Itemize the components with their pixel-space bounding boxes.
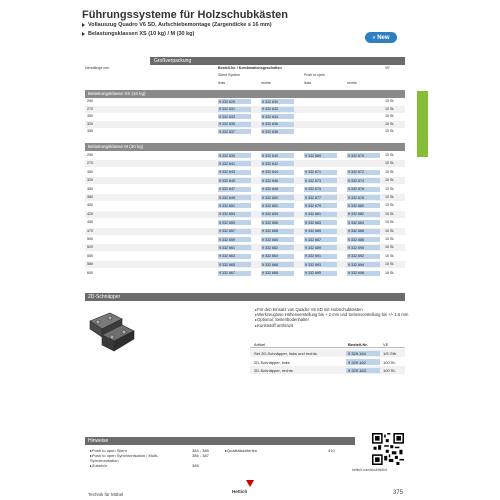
hinweis-item — [90, 463, 340, 468]
cell-bestell-nr — [346, 368, 380, 374]
cell-ve: 10 St. — [385, 129, 395, 134]
cell-ve: 10 St. — [385, 121, 395, 126]
cell-ve: 10 St. — [385, 169, 395, 174]
cell-silent-links — [218, 161, 251, 166]
order-number: 9 332 684 — [348, 220, 364, 225]
order-number: 9 332 641 — [219, 161, 235, 166]
cell-ve: 10 St. — [385, 153, 395, 157]
cell-nennlaenge: 270 — [87, 106, 93, 111]
page-title: Führungssysteme für Holzschubkästen — [82, 9, 288, 21]
order-number: 9 332 647 — [219, 187, 235, 192]
cell-silent-links — [218, 178, 251, 183]
subtitle-1 — [82, 22, 272, 28]
section-tab-marker — [417, 91, 428, 157]
order-number: 9 332 638 — [262, 129, 278, 134]
cell-ve: 10 St. — [385, 262, 395, 267]
order-number: 9 332 656 — [262, 220, 278, 225]
band-m: Belastungsklasse M (30 kg) — [85, 143, 405, 151]
cell-silent-links — [218, 271, 251, 276]
cell-ve: 10 St. — [385, 220, 395, 225]
schnaepper-product-image — [88, 307, 138, 355]
qr-caption[interactable]: hettich.com/dkx49d6hd — [352, 468, 387, 472]
col-header-push: Push to open — [304, 73, 326, 77]
col-header-links-1: links — [218, 81, 226, 85]
cell-push-rechts — [347, 271, 380, 276]
cell-nennlaenge: 320 — [87, 178, 93, 183]
table-row — [85, 194, 405, 201]
cell-ve: 10 St. — [385, 99, 395, 103]
order-number: 9 332 643 — [219, 170, 235, 175]
cell-push-links — [304, 195, 337, 200]
cell-push-rechts — [347, 212, 380, 217]
table-row — [85, 253, 405, 260]
order-number: 9 332 653 — [219, 212, 235, 217]
cell-push-links — [304, 203, 337, 208]
table-row — [85, 261, 405, 268]
cell-push-links — [304, 170, 337, 175]
table-row — [85, 177, 405, 184]
order-number: 9 332 652 — [262, 203, 278, 208]
bullet-arrow-icon — [82, 23, 85, 27]
table-row — [85, 228, 405, 235]
cell-silent-rechts — [261, 187, 294, 192]
order-number: 9 332 669 — [305, 153, 321, 158]
cell-nennlaenge: 350 — [87, 186, 93, 191]
cell-nennlaenge: 580 — [87, 262, 93, 267]
cell-artikel: 2D-Schnäpper, rechts — [254, 368, 293, 373]
cell-silent-links — [218, 254, 251, 259]
cell-silent-rechts — [261, 271, 294, 276]
cell-push-links — [304, 178, 337, 183]
cell-silent-links — [218, 122, 251, 127]
schnaepper-table-header — [250, 340, 405, 348]
cell-silent-rechts — [261, 195, 294, 200]
order-number: 9 332 651 — [219, 203, 235, 208]
bullet-item: ▸ Optional: Seitenbodenhalter — [255, 317, 408, 322]
cell-push-links — [304, 245, 337, 250]
table-row — [85, 128, 405, 135]
order-number: 9 332 685 — [305, 229, 321, 234]
col-header-silent: Silent System — [218, 73, 240, 77]
cell-silent-links — [218, 107, 251, 112]
order-number: 9 332 662 — [262, 245, 278, 250]
col-header-rechts-2: rechts — [347, 81, 357, 85]
cell-push-rechts — [347, 195, 380, 200]
col-header-artikel: Artikel — [254, 342, 266, 347]
order-number: 9 332 689 — [305, 245, 321, 250]
order-number: 9 329 162 — [348, 359, 366, 365]
order-number: 9 332 642 — [262, 161, 278, 166]
order-number: 9 332 677 — [305, 195, 321, 200]
cell-bestell-nr — [346, 359, 380, 365]
cell-silent-links — [218, 170, 251, 175]
cell-bestell-nr — [346, 351, 380, 357]
cell-silent-rechts — [261, 107, 294, 112]
order-number: 9 332 696 — [348, 271, 364, 276]
cell-silent-links — [218, 114, 251, 119]
table-row — [85, 113, 405, 120]
table-row — [85, 219, 405, 226]
hinweis-text: ▸ Push to open Silent — [90, 448, 127, 453]
order-number: 9 332 687 — [305, 237, 321, 242]
hinweise-bar: Hinweise — [85, 437, 355, 445]
cell-silent-links — [218, 129, 251, 134]
bullet-arrow-icon — [82, 32, 85, 36]
order-number: 9 332 659 — [219, 237, 235, 242]
cell-silent-links — [218, 245, 251, 250]
order-number: 9 332 650 — [262, 195, 278, 200]
table-row — [85, 152, 405, 159]
order-number: 9 332 695 — [305, 271, 321, 276]
order-number: 9 332 632 — [262, 107, 278, 112]
cell-silent-links — [218, 229, 251, 234]
new-badge — [365, 32, 397, 43]
cell-ve: 10 St. — [385, 161, 395, 166]
order-number: 9 332 676 — [348, 187, 364, 192]
order-number: 9 332 658 — [262, 229, 278, 234]
order-number: 9 332 633 — [219, 114, 235, 119]
cell-silent-rechts — [261, 161, 294, 166]
cell-nennlaenge: 250 — [87, 153, 93, 157]
order-number: 9 332 629 — [219, 99, 235, 104]
page-number: 375 — [393, 490, 404, 496]
cell-push-rechts — [347, 229, 380, 234]
table-row — [85, 121, 405, 128]
order-number: 9 332 688 — [348, 237, 364, 242]
table-row — [85, 202, 405, 209]
order-number: 9 332 637 — [219, 129, 235, 134]
cell-ve: 10 St. — [385, 203, 395, 208]
band-xs: Belastungsklasse XS (10 kg) — [85, 90, 405, 98]
bullet-item: ▸ Kunststoff anthrazit — [255, 323, 408, 328]
grosspackung-bar: Großverpackung — [150, 57, 405, 65]
hinweis-text: ▸ Push to open Synchronisation / Multi-Synchronisation — [90, 453, 185, 463]
cell-push-links — [304, 153, 337, 158]
cell-push-links — [304, 220, 337, 225]
cell-push-rechts — [347, 203, 380, 208]
table-row — [85, 169, 405, 176]
cell-nennlaenge: 400 — [87, 203, 93, 208]
qr-code-icon[interactable] — [372, 433, 404, 465]
table-row — [250, 366, 405, 374]
order-number: 9 332 645 — [219, 178, 235, 183]
order-number: 9 332 690 — [348, 245, 364, 250]
bullet-item: ▸ Für den Einsatz von Quadro V6 SD mit Holzschubkästen — [255, 307, 408, 312]
cell-silent-rechts — [261, 220, 294, 225]
hinweis-right-page: 410 — [328, 448, 335, 453]
cell-push-rechts — [347, 262, 380, 267]
cell-nennlaenge: 470 — [87, 228, 93, 233]
cell-silent-links — [218, 187, 251, 192]
cell-silent-rechts — [261, 237, 294, 242]
col-header-ve: VE — [383, 342, 389, 347]
table-row — [250, 358, 405, 366]
subtitle-2-text: Belastungsklassen XS (10 kg) / M (30 kg) — [88, 31, 195, 37]
table-row — [85, 270, 405, 277]
table-row — [250, 349, 405, 357]
new-badge-label: New — [377, 34, 390, 41]
cell-ve: 10 St. — [385, 228, 395, 233]
order-number: 9 332 694 — [348, 262, 364, 267]
order-number: 9 332 654 — [262, 212, 278, 217]
subtitle-1-text: Vollauszug Quadro V6 SD, Aufschiebemontage (Zargendicke ≤ 16 mm) — [88, 22, 272, 28]
order-number: 9 332 678 — [348, 195, 364, 200]
subtitle-2 — [82, 31, 194, 37]
order-number: 9 332 657 — [219, 229, 235, 234]
order-number: 9 332 680 — [348, 203, 364, 208]
table-row — [85, 236, 405, 243]
table-header — [85, 65, 405, 89]
table-row — [85, 244, 405, 251]
cell-silent-rechts — [261, 212, 294, 217]
order-number: 9 332 631 — [219, 107, 235, 112]
cell-silent-rechts — [261, 129, 294, 134]
cell-silent-links — [218, 220, 251, 225]
cell-silent-rechts — [261, 178, 294, 183]
cell-silent-links — [218, 262, 251, 267]
order-number: 9 332 675 — [305, 187, 321, 192]
cell-silent-rechts — [261, 262, 294, 267]
cell-silent-rechts — [261, 122, 294, 127]
cell-silent-rechts — [261, 254, 294, 259]
order-number: 9 329 163 — [348, 368, 366, 374]
cell-push-rechts — [347, 187, 380, 192]
order-number: 9 332 667 — [219, 271, 235, 276]
order-number: 9 332 691 — [305, 254, 321, 259]
order-number: 9 332 655 — [219, 220, 235, 225]
bullet-item: ▸ Werkzeuglose Höhenverstellung bis + 2 mm und Seitenverstellung bis +/- 1.5 mm — [255, 312, 408, 317]
cell-push-links — [304, 254, 337, 259]
order-number: 9 332 671 — [305, 170, 321, 175]
hinweise-list — [90, 448, 340, 468]
cell-nennlaenge: 420 — [87, 211, 93, 216]
cell-push-links — [304, 212, 337, 217]
hinweis-right-text: ▸ Qualitätskriterien — [225, 448, 257, 453]
cell-silent-links — [218, 195, 251, 200]
cell-ve: 10 St. — [385, 178, 395, 183]
order-number: 9 332 646 — [262, 178, 278, 183]
col-header-bestell-nr: Bestell-Nr. — [348, 342, 368, 347]
cell-nennlaenge: 380 — [87, 195, 93, 199]
col-header-bestell: Bestell-Nr. / Kombinationsgeschaften — [218, 66, 282, 70]
cell-ve: 10 St. — [385, 245, 395, 250]
cell-ve: 10 St. — [385, 186, 395, 191]
cell-silent-rechts — [261, 99, 294, 104]
cell-ve: 10 St. — [385, 114, 395, 119]
cell-push-rechts — [347, 254, 380, 259]
table-row — [85, 186, 405, 193]
cell-silent-links — [218, 153, 251, 158]
cell-nennlaenge: 500 — [87, 237, 93, 241]
cell-silent-rechts — [261, 245, 294, 250]
cell-nennlaenge: 300 — [87, 114, 93, 119]
cell-silent-rechts — [261, 229, 294, 234]
order-number: 9 329 164 — [348, 351, 366, 357]
order-number: 9 332 644 — [262, 170, 278, 175]
order-number: 9 332 663 — [219, 254, 235, 259]
cell-silent-links — [218, 237, 251, 242]
cell-push-links — [304, 229, 337, 234]
cell-nennlaenge: 550 — [87, 253, 93, 258]
double-arrow-icon: » — [372, 34, 376, 41]
cell-nennlaenge: 350 — [87, 129, 93, 134]
footer-tagline: Technik für Möbel — [88, 492, 124, 497]
cell-push-links — [304, 237, 337, 242]
cell-ve: 10 St. — [385, 195, 395, 199]
hinweis-pages: 388 — [192, 463, 199, 468]
col-header-rechts-1: rechts — [261, 81, 271, 85]
cell-silent-rechts — [261, 170, 294, 175]
cell-silent-links — [218, 203, 251, 208]
order-number: 9 332 679 — [305, 203, 321, 208]
cell-push-rechts — [347, 245, 380, 250]
cell-artikel: Set 2D-Schnäpper, links und rechts — [254, 351, 317, 356]
cell-nennlaenge: 250 — [87, 99, 93, 103]
order-number: 9 332 639 — [219, 153, 235, 158]
cell-nennlaenge: 600 — [87, 270, 93, 275]
order-number: 9 332 665 — [219, 262, 235, 267]
cell-push-links — [304, 271, 337, 276]
cell-push-rechts — [347, 237, 380, 242]
col-header-nennlaenge: Nennlänge mm — [85, 66, 110, 70]
cell-push-links — [304, 262, 337, 267]
order-number: 9 332 661 — [219, 245, 235, 250]
cell-ve: 1/5 Gth — [383, 351, 397, 356]
table-row — [85, 160, 405, 167]
order-number: 9 332 670 — [348, 153, 364, 158]
cell-push-rechts — [347, 220, 380, 225]
hettich-brand: Hettich — [232, 489, 248, 494]
hinweis-pages: 386 - 387 — [192, 453, 209, 458]
cell-ve: 10 St. — [385, 237, 395, 241]
cell-ve: 10 St. — [385, 253, 395, 258]
order-number: 9 332 668 — [262, 271, 278, 276]
cell-ve: 10 St. — [385, 270, 395, 275]
cell-push-rechts — [347, 153, 380, 158]
cell-push-rechts — [347, 178, 380, 183]
order-number: 9 332 674 — [348, 178, 364, 183]
order-number: 9 332 648 — [262, 187, 278, 192]
cell-silent-links — [218, 212, 251, 217]
schnaepper-bar: 2D-Schnäpper — [85, 293, 405, 301]
order-number: 9 332 635 — [219, 122, 235, 127]
cell-ve: 100 St. — [383, 368, 396, 373]
table-row — [85, 98, 405, 105]
cell-silent-rechts — [261, 203, 294, 208]
order-number: 9 332 693 — [305, 262, 321, 267]
order-number: 9 332 681 — [305, 212, 321, 217]
order-number: 9 332 636 — [262, 122, 278, 127]
cell-ve: 10 St. — [385, 106, 395, 111]
col-header-ve: VE — [385, 66, 390, 70]
table-row — [85, 106, 405, 113]
order-number: 9 332 634 — [262, 114, 278, 119]
cell-nennlaenge: 450 — [87, 220, 93, 225]
order-number: 9 332 664 — [262, 254, 278, 259]
order-number: 9 332 673 — [305, 178, 321, 183]
cell-nennlaenge: 320 — [87, 121, 93, 126]
cell-push-links — [304, 187, 337, 192]
cell-silent-rechts — [261, 114, 294, 119]
cell-ve: 10 St. — [385, 211, 395, 216]
order-number: 9 332 630 — [262, 99, 278, 104]
order-number: 9 332 640 — [262, 153, 278, 158]
col-header-links-2: links — [304, 81, 312, 85]
order-number: 9 332 683 — [305, 220, 321, 225]
cell-artikel: 2D-Schnäpper, links — [254, 359, 290, 365]
cell-silent-rechts — [261, 153, 294, 158]
order-number: 9 332 682 — [348, 212, 364, 217]
hinweis-item — [90, 453, 340, 463]
order-number: 9 332 666 — [262, 262, 278, 267]
order-number: 9 332 692 — [348, 254, 364, 259]
cell-ve: 100 St. — [383, 359, 396, 365]
table-row — [85, 211, 405, 218]
cell-push-rechts — [347, 170, 380, 175]
order-number: 9 332 672 — [348, 170, 364, 175]
cell-silent-links — [218, 99, 251, 104]
cell-nennlaenge: 520 — [87, 245, 93, 250]
hinweis-text: ▸ Zubehör — [90, 463, 107, 468]
schnaepper-bullets — [255, 307, 408, 328]
cell-nennlaenge: 300 — [87, 169, 93, 174]
hinweis-pages: 384 - 385 — [192, 448, 209, 453]
order-number: 9 332 649 — [219, 195, 235, 200]
order-number: 9 332 686 — [348, 229, 364, 234]
cell-nennlaenge: 270 — [87, 161, 93, 166]
order-number: 9 332 660 — [262, 237, 278, 242]
